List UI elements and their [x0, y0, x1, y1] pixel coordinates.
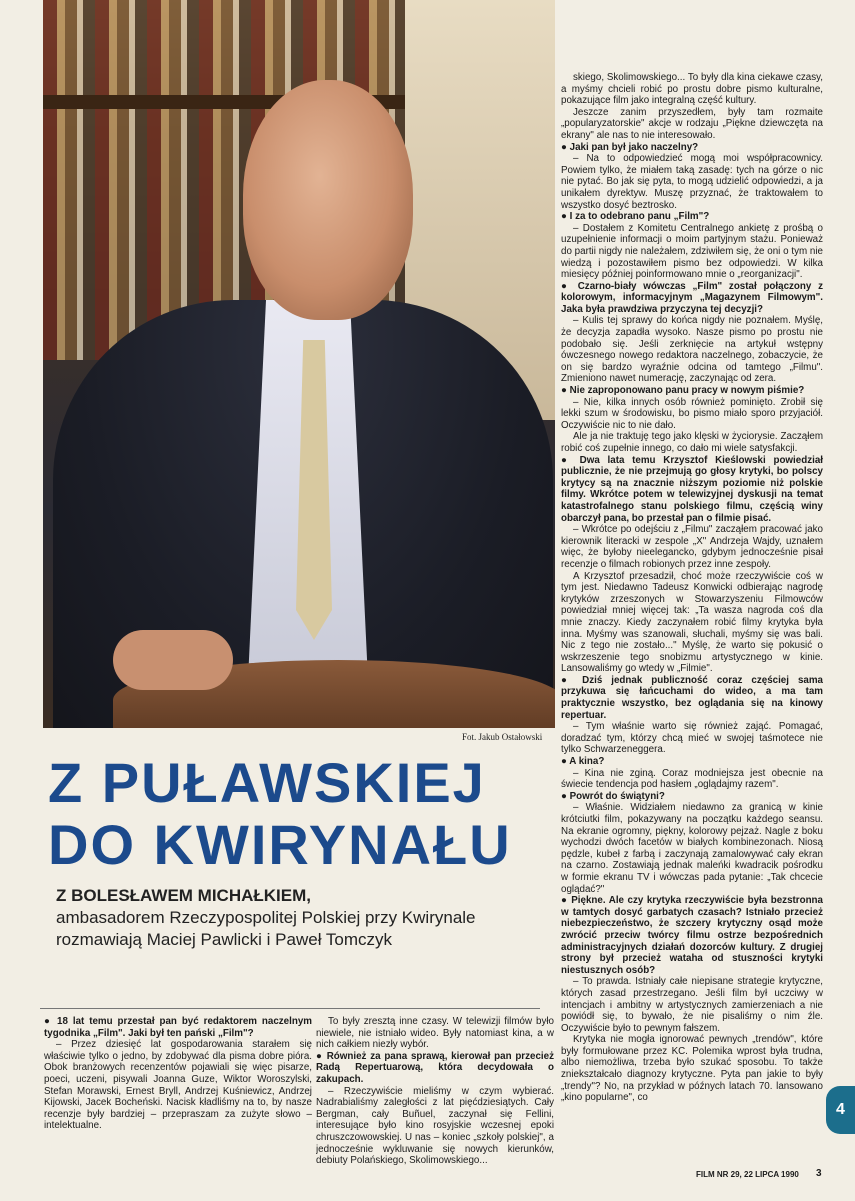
answer-paragraph: – Kulis tej sprawy do końca nigdy nie poznałem. Myślę, że decyzja zapadła wysoko. Nasze pismo po prostu nie podobało się. Jeśli zerknięcie na artykuł wstępny ówczesnego nowego redaktora naczelnego, zobaczycie, że on się bardzo wyraźnie odcina od tamtego „Filmu". Zmieniono nawet numerację, zaczynając od zera.: [561, 315, 823, 385]
answer-paragraph: Krytyka nie mogła ignorować pewnych „trendów", które były formułowane przez KC. Polemika wprost była trudna, albo niemożliwa, trzeba było szukać sposobu. To także zniekształcało diagnozy krytyczne. Pyta pan jakie to były „trendy"? No, na przykład w późnych latach 70. lansowano „kino popularne", co: [561, 1034, 823, 1104]
question-paragraph: ● Piękne. Ale czy krytyka rzeczywiście była bezstronna w tamtych dosyć garbatych czasach? Istniało przecież niebezpieczeństwo, że szczery krytyczny osąd może zwrócić przeciw twórcy filmu ostrze bezpośrednich administracyjnych działań dozorców kultury. Z drugiej strony był przecież wataha od stuszności krytyki niestusznych osób?: [561, 895, 823, 976]
answer-paragraph: – Rzeczywiście mieliśmy w czym wybierać. Nadrabialiśmy zaległości z lat pięćdziesiątych. Cały Bergman, cały Buñuel, zaczynał się Fellini, interesujące było kino rosyjskie wczesnej epoki chruszczowowskiej. U nas – koniec „szkoły polskiej", a jednocześnie wykluwanie się nowych kierunków, debiuty Polańskiego, Skolimowskiego...: [316, 1085, 554, 1166]
hand-shape: [113, 630, 233, 690]
question-paragraph: ● Również za pana sprawą, kierował pan przecież Radą Repertuarową, która decydowała o zakupach.: [316, 1051, 554, 1086]
answer-paragraph: – Na to odpowiedzieć mogą moi współpracownicy. Powiem tylko, że miałem taką zasadę: tych na górze o nic nie pytać. Bo jak się pyta, to mogą udzielić odpowiedzi, a ja unikałem dyrektyw. Muszę przyznać, że traktowałem to wszystko dosyć beztrosko.: [561, 153, 823, 211]
portrait-photo: [43, 0, 555, 728]
answer-paragraph: – Kina nie zginą. Coraz modniejsza jest obecnie na świecie tendencja pod hasłem „oglądajmy razem".: [561, 767, 823, 791]
answer-paragraph: skiego, Skolimowskiego... To były dla kina ciekawe czasy, a myśmy chcieli robić po prostu dobre pismo kulturalne, pokazujące film jako integralną część kultury.: [561, 72, 823, 107]
answer-paragraph: A Krzysztof przesadził, choć może rzeczywiście coś w tym jest. Niedawno Tadeusz Konwicki odbierając nagrodę krytyków zrzeszonych w Stowarzyszeniu Filmowców powiedział mniej więcej tak: „Ta wasza nagroda coś dla mnie znaczy. Kiedy zaczynałem robić filmy krytyka była inna. Myśmy was szanowali, słuchali, myśmy się was bali. Nic z tego nie zostało..." Myślę, że warto się pokusić o wskrzeszenie tego snobizmu artystycznego w kinie. Lansowaliśmy go wtedy w „Filmie".: [561, 570, 823, 675]
answer-paragraph: – Dostałem z Komitetu Centralnego ankietę z prośbą o uzupełnienie informacji o moim partyjnym stażu. Ponieważ do partii nigdy nie należałem, zdziwiłem się, że oni o tym nie wiedzą i pozostawiłem pismo bez odpowiedzi. W kilka miesięcy później poinformowano mnie o „reorganizacji".: [561, 222, 823, 281]
answer-paragraph: – Tym właśnie warto się również zająć. Pomagać, doradzać tym, którzy chcą mieć w swojej taśmotece nie tylko Schwarzeneggera.: [561, 721, 823, 756]
answer-paragraph: – To prawda. Istniały całe niepisane strategie krytyczne, których zasad przestrzegano. Jeśli film był uczciwy w intencjach i ambitny w artystycznych zamierzeniach a nie powiódł się, to bywało, że nie pisaliśmy o nim źle. Oczywiście było to pewnym fałszem.: [561, 976, 823, 1034]
answer-paragraph: – Przez dziesięć lat gospodarowania starałem się właściwie tylko o jedno, by zdobywać dla pisma dobre pióra. Obok branżowych recenzentów pojawiali się więc pisarze, poeci, uczeni, pisywali Joanna Guze, Wiktor Woroszylski, Stefan Morawski, Ernest Bryll, Andrzej Kuśniewicz, Andrzej Kijowski, Jacek Bocheński. Nacisk kładliśmy na to, by nasze recenzje były bardziej – przepraszam za zużyte słowo – intelektualne.: [44, 1039, 312, 1132]
headline: [48, 752, 512, 876]
intro-line-3: rozmawiają Maciej Pawlicki i Paweł Tomczyk: [56, 930, 392, 949]
question-paragraph: ● Nie zaproponowano panu pracy w nowym piśmie?: [561, 385, 823, 397]
interview-intro: [56, 885, 496, 951]
question-paragraph: ● Czarno-biały wówczas „Film" został połączony z kolorowym, informacyjnym „Magazynem Filmowym". Jaka była prawdziwa przyczyna tej decyzji?: [561, 281, 823, 316]
section-divider: [40, 1008, 540, 1009]
question-paragraph: ● Dwa lata temu Krzysztof Kieślowski powiedział publicznie, że nie przejmują go głosy krytyki, bo polscy krytycy są na znacznie niższym poziomie niż polskie filmy. Wkrótce potem w telewizyjnej dyskusji na temat katastrofalnego stanu polskiego filmu, częścią winy obarczył pana, bo przestał pan o filmie pisać.: [561, 455, 823, 525]
answer-paragraph: – Właśnie. Widziałem niedawno za granicą w kinie krótciutki film, pokazywany na początku każdego seansu. Na ekranie ogromny, piękny, kolorowy pejzaż. Nagle z boku wychodzi dwóch facetów w białych kombinezonach. Niosą pędzle, kubeł z farbą i zaczynają zamalowywać cały ekran na czarno. Zostawiają jednak maleńki kwadracik pośrodku w formie ekranu TV i wówczas pada pytanie: „Tak chcecie oglądać?": [561, 802, 823, 895]
question-paragraph: ● A kina?: [561, 756, 823, 768]
footer-issue: FILM NR 29, 22 LIPCA 1990: [696, 1170, 799, 1179]
answer-paragraph: – Nie, kilka innych osób również pominięto. Zrobił się lekki szum w środowisku, bo pismo miało sporo przyjaciół. Oczywiście nic to nie dało.: [561, 396, 823, 431]
photo-credit: Fot. Jakub Ostałowski: [462, 732, 543, 742]
headline-line-1: Z PUŁAWSKIEJ: [48, 751, 486, 814]
answer-paragraph: – Wkrótce po odejściu z „Filmu" zacząłem pracować jako kierownik literacki w zespole „X" Andrzeja Wajdy, uznałem więc, że byłoby nieelegancko, gdybym jednocześnie pisał recenzje o filmach robionych przez inne zespoły.: [561, 524, 823, 570]
text-column-2: [316, 1016, 554, 1166]
head-shape: [243, 80, 413, 320]
answer-paragraph: Jeszcze zanim przyszedłem, były tam rozmaite „popularyzatorskie" akcje w rodzaju „Piękne dziewczęta na ekrany" ale nas to nie interesowało.: [561, 106, 823, 141]
answer-paragraph: Ale ja nie traktuję tego jako klęski w życiorysie. Zacząłem robić coś zupełnie innego, co dało mi wiele satysfakcji.: [561, 431, 823, 454]
page-number: 3: [816, 1168, 822, 1179]
intro-lead: Z BOLESŁAWEM MICHAŁKIEM,: [56, 886, 311, 905]
question-paragraph: ● Jaki pan był jako naczelny?: [561, 142, 823, 154]
section-tab: 4: [826, 1086, 855, 1134]
question-paragraph: ● I za to odebrano panu „Film"?: [561, 211, 823, 223]
answer-paragraph: To były zresztą inne czasy. W telewizji filmów było niewiele, nie istniało wideo. Były natomiast kina, a w nich całkiem niezły wybór.: [316, 1016, 554, 1051]
question-paragraph: ● 18 lat temu przestał pan być redaktorem naczelnym tygodnika „Film". Jaki był ten pański „Film"?: [44, 1016, 312, 1039]
headline-line-2: DO KWIRYNAŁU: [48, 813, 512, 876]
intro-line-2: ambasadorem Rzeczypospolitej Polskiej przy Kwirynale: [56, 908, 476, 927]
question-paragraph: ● Powrót do świątyni?: [561, 791, 823, 803]
text-column-3: [561, 72, 823, 1162]
question-paragraph: ● Dziś jednak publiczność coraz częściej sama przykuwa się łańcuchami do wideo, a ma tam praktycznie wszystko, bez oglądania się na kinowy repertuar.: [561, 675, 823, 721]
text-column-1: [44, 1016, 312, 1166]
